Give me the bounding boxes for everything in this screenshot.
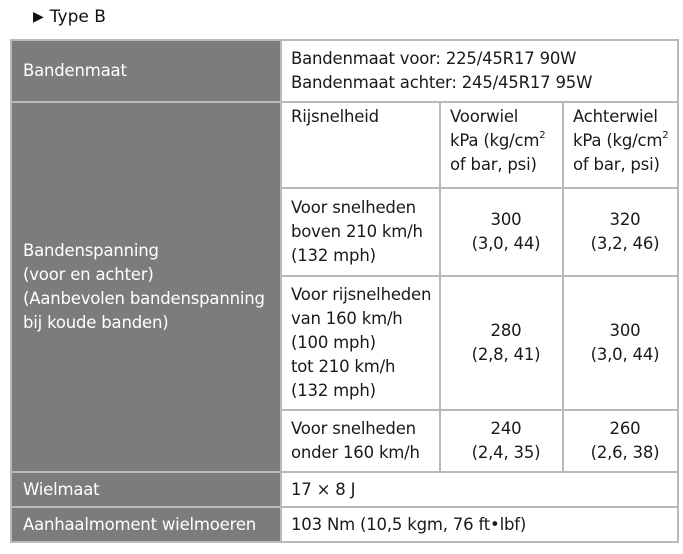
rear-pressure-cell bbox=[563, 188, 678, 276]
header-speed: Rijsnelheid bbox=[281, 102, 440, 188]
front-pressure-cell bbox=[440, 276, 563, 410]
tire-size-front: Bandenmaat voor: 225/45R17 90W bbox=[291, 49, 577, 68]
speed-line: Voor rijsnelheden bbox=[291, 285, 432, 304]
value-bandenmaat bbox=[281, 40, 678, 102]
speed-line: (100 mph) bbox=[291, 333, 376, 352]
header-front-unit: kPa ($kg/cm^2$ bbox=[450, 129, 546, 150]
value-torque: 103 Nm (10,5 kgm, 76 ft•lbf) bbox=[281, 507, 678, 542]
play-arrow-icon: ▶ bbox=[33, 9, 44, 25]
speed-line: onder 160 km/h bbox=[291, 443, 420, 462]
pressure-kpa: 300 bbox=[609, 321, 641, 340]
label-wielmaat: Wielmaat bbox=[11, 472, 281, 507]
speed-cell bbox=[281, 410, 440, 472]
pressure-kpa: 240 bbox=[490, 419, 522, 438]
speed-line: boven 210 km/h bbox=[291, 222, 423, 241]
pressure-kpa: 260 bbox=[609, 419, 641, 438]
pressure-alt: (2,8, 41) bbox=[471, 345, 541, 364]
header-front bbox=[440, 102, 563, 188]
header-rear-unit: kPa ($kg/cm^2$ bbox=[573, 129, 669, 150]
pressure-alt: (3,0, 44) bbox=[471, 234, 541, 253]
rear-pressure-cell bbox=[563, 410, 678, 472]
section-title: Type B bbox=[49, 7, 106, 27]
pressure-alt: (3,2, 46) bbox=[590, 234, 660, 253]
row-wielmaat bbox=[11, 472, 678, 507]
speed-line: Voor snelheden bbox=[291, 198, 416, 217]
pressure-kpa: 300 bbox=[490, 210, 522, 229]
speed-cell bbox=[281, 276, 440, 410]
row-pressure-header bbox=[11, 102, 678, 188]
pressure-label-line: (Aanbevolen bandenspanning bbox=[23, 289, 265, 308]
front-pressure-cell bbox=[440, 410, 563, 472]
header-rear bbox=[563, 102, 678, 188]
speed-line: (132 mph) bbox=[291, 381, 376, 400]
pressure-label-line: bij koude banden) bbox=[23, 313, 169, 332]
tire-spec-table bbox=[10, 39, 679, 543]
speed-line: (132 mph) bbox=[291, 246, 376, 265]
pressure-kpa: 320 bbox=[609, 210, 641, 229]
label-bandenmaat: Bandenmaat bbox=[11, 40, 281, 102]
header-front-title: Voorwiel bbox=[450, 107, 519, 126]
header-rear-alt: of bar, psi) bbox=[573, 155, 660, 174]
label-bandenspanning bbox=[11, 102, 281, 472]
pressure-alt: (2,6, 38) bbox=[590, 443, 660, 462]
pressure-alt: (3,0, 44) bbox=[590, 345, 660, 364]
section-header bbox=[33, 4, 106, 30]
pressure-kpa: 280 bbox=[490, 321, 522, 340]
header-rear-title: Achterwiel bbox=[573, 107, 658, 126]
label-torque: Aanhaalmoment wielmoeren bbox=[11, 507, 281, 542]
speed-line: tot 210 km/h bbox=[291, 357, 396, 376]
row-torque bbox=[11, 507, 678, 542]
pressure-label-line: Bandenspanning bbox=[23, 241, 159, 260]
front-pressure-cell bbox=[440, 188, 563, 276]
pressure-label-line: (voor en achter) bbox=[23, 265, 154, 284]
value-wielmaat: 17 × 8 J bbox=[281, 472, 678, 507]
pressure-alt: (2,4, 35) bbox=[471, 443, 541, 462]
tire-size-rear: Bandenmaat achter: 245/45R17 95W bbox=[291, 73, 593, 92]
speed-line: Voor snelheden bbox=[291, 419, 416, 438]
rear-pressure-cell bbox=[563, 276, 678, 410]
speed-cell bbox=[281, 188, 440, 276]
header-front-alt: of bar, psi) bbox=[450, 155, 537, 174]
row-bandenmaat bbox=[11, 40, 678, 102]
speed-line: van 160 km/h bbox=[291, 309, 403, 328]
